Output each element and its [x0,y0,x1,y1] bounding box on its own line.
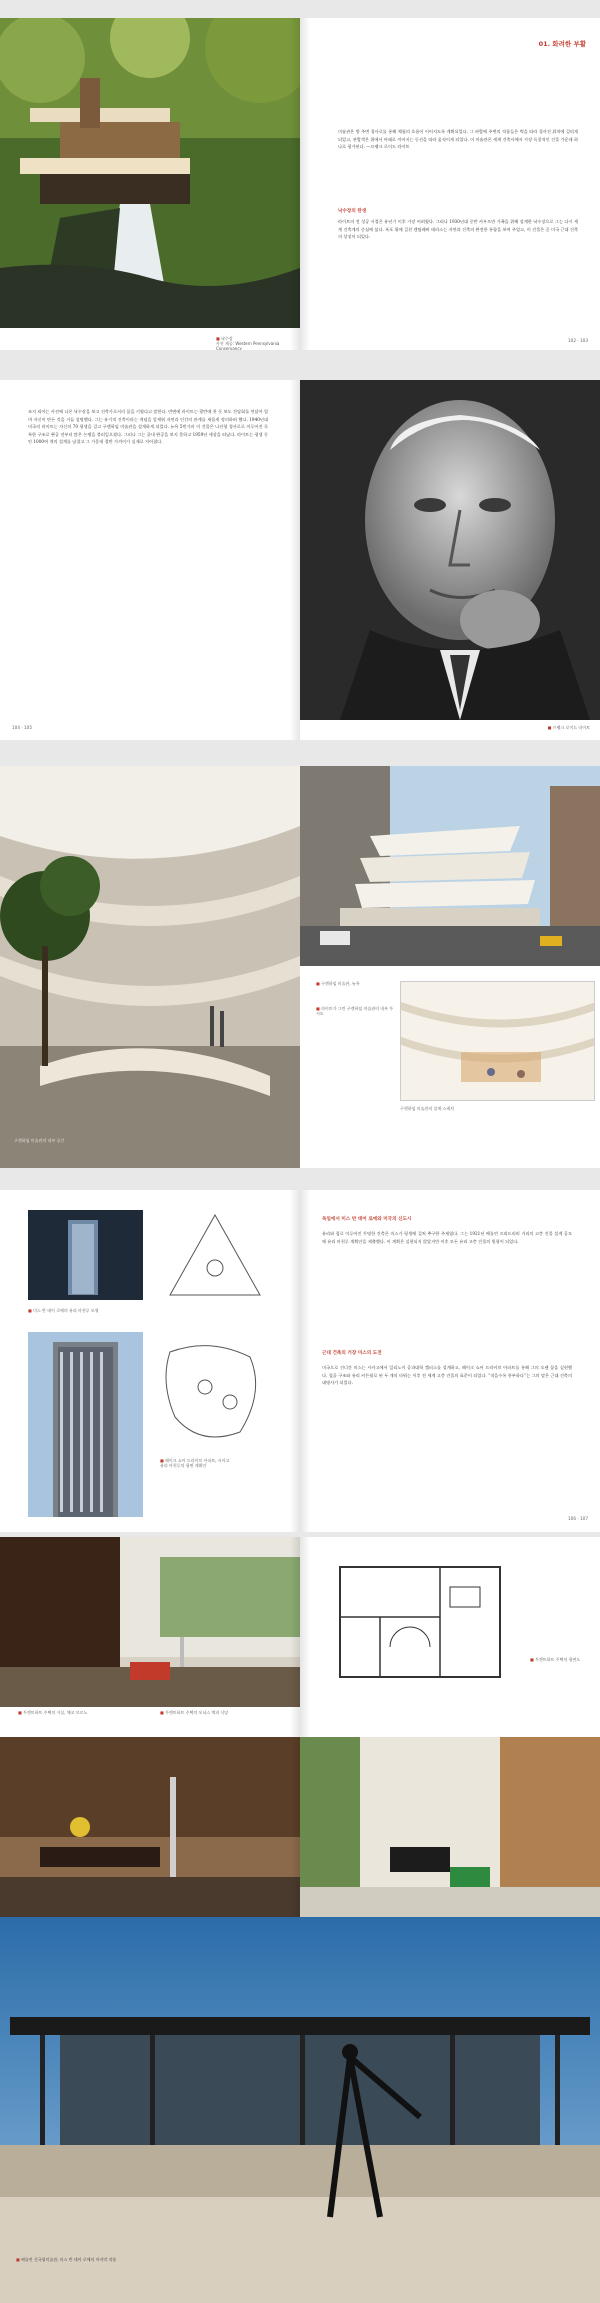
tugendhat-plan [320,1547,520,1697]
exterior-caption: ■ 구겐하임 미술관, 뉴욕 [316,981,360,986]
gallery-caption: ■ 베를린 신국립미술관, 미스 반 데어 로에의 마지막 작품 [16,2257,117,2262]
right-page [300,380,600,740]
plan-caption: ■ 투겐트하트 주택의 평면도 [530,1657,581,1662]
body-paragraph: 라이트의 전 성공 시절은 유년기 이후 가장 어려웠다. 그러나 1930년대 중반 카우프만 가족을 위해 설계한 낙수장으로 그는 다시 세계 건축계의 중심에 섰다. 폭포 위에 걸친 캔틸레버 테라스는 자연과 건축의 완전한 통합을 보여 주었고, 이 건물은 곧 미국 근대 건축의 상징이 되었다. [338,219,578,240]
body-paragraph: 미술관은 방 주변 경사로를 통해 체험의 흐름이 이어지도록 계획되었다. 그 바람에 주변의 작품들은 벽을 따라 경사진 위치에 걸리게 되었고, 관람객은 위에서 아래로 이어지는 동선을 따라 움직이게 되었다. 이 미술관은 세계 건축사에서 가장 독창적인 건물 가운데 하나로 평가된다. —프랭크 로이드 라이트 [338,129,578,150]
tugendhat-caption-mid: ■ 투겐트하트 주택의 오닉스 벽과 식당 [160,1710,229,1715]
caption-title: 낙수장 [221,336,233,341]
body-paragraph: 조지 리아는 사진에 나온 낙수장을 보고 건축가로서의 꿈을 키웠다고 말한다. 반면에 라이트는 광란에 찬 듯 보도 간담회를 연달아 열며 자신이 만든 것을 거듭 설명했다. 그는 유기적 건축이라는 개념을 앞세워 자연과 인간의 관계를 새롭게 정의하려 했다. 1940년대 미국의 라이트는 자신의 70 평생을 걸고 구겐하임 미술관을 설계하게 되었다. 뉴욕 5번가의 이 건물은 나선형 경사로로 이루어진 독특한 구조로 완공 전부터 많은 논쟁을 불러일으켰다. 그러나 그는 끝내 완공을 보지 못하고 1959년 세상을 떠났다. 라이트는 평생 동안 1000여 개의 설계를 남겼고 그 가운데 절반 가까이가 실제로 지어졌다. [28,409,268,445]
section-subhead: 근대 건축의 거장 미스의 도전 [322,1351,382,1356]
tugendhat-interior-1 [0,1537,300,1707]
caption-title: 구겐하임 미술관의 설계 스케치 [400,1106,455,1111]
tugendhat-interior-3 [300,1737,600,1917]
page-number: 106 · 107 [568,1516,588,1521]
tower-caption: ■ 레이크 쇼어 드라이브 아파트, 시카고 유리 마천루의 평면 계획안 [160,1458,230,1468]
gallery-photo [0,1917,600,2303]
left-page [0,766,300,1168]
chapter-label: 01. 화려한 부활 [538,40,586,48]
glass-plan-sketch [160,1210,270,1305]
caption-plan: 유리 마천루의 평면 계획안 [160,1463,207,1468]
caption-title: 레이크 쇼어 드라이브 아파트, 시카고 [165,1458,230,1463]
spread-mies-tower [0,1190,600,1532]
caption-title: 투겐트하트 주택의 오닉스 벽과 식당 [165,1710,229,1715]
right-page [300,1537,600,1917]
right-page [300,18,600,350]
tugendhat-caption-left: ■ 투겐트하트 주택의 거실, 체코 브르노 [18,1710,88,1715]
sketch-caption: ■ 라이트가 그린 구겐하임 미술관의 내부 투시도 [316,1006,394,1016]
left-page [0,380,300,740]
left-page [0,18,300,350]
spread-guggenheim [0,766,600,1168]
body-paragraph: 유리와 철로 이루어진 투명한 건축은 미스가 평생에 걸쳐 추구한 주제였다. 그는 1921년 베를린 프리드리히 거리의 고층 건물 설계 공모에 유리 마천루 계획안을 제출했다. 이 계획은 실현되지 않았지만 이후 모든 유리 고층 건물의 원형이 되었다. [322,1231,572,1244]
caption-title: 구겐하임 미술관의 내부 공간 [14,1138,65,1143]
guggenheim-sketch [400,981,595,1101]
caption-title: 프랭크 로이드 라이트 [552,725,590,730]
interior-caption [14,1138,134,1143]
caption-title: 투겐트하트 주택의 평면도 [535,1657,581,1662]
tower-photo [28,1332,143,1517]
page-number: 104 · 105 [12,725,32,730]
spread-tugendhat [0,1537,600,1917]
guggenheim-exterior-photo [300,766,600,966]
left-page [0,1537,300,1917]
caption-title: 미스 반 데어 로에의 유리 마천루 모형 [33,1308,99,1313]
fallingwater-photo [0,18,300,328]
fallingwater-caption: ■ 낙수장 사진 제공: Western Pennsylvania Conservancy [216,336,280,350]
caption-title: 투겐트하트 주택의 거실, 체코 브르노 [23,1710,88,1715]
model-caption: ■ 미스 반 데어 로에의 유리 마천루 모형 [28,1308,99,1313]
right-page [300,766,600,1168]
plan-sketch-2 [160,1332,270,1452]
caption-title: 라이트가 그린 구겐하임 미술관의 내부 투시도 [316,1006,394,1016]
sketch-caption-2 [400,1106,595,1111]
page-number: 102 · 103 [568,338,588,343]
right-page [300,1190,600,1532]
portrait-photo [300,380,600,720]
spread-fallingwater [0,18,600,350]
portrait-caption: ■ 프랭크 로이드 라이트 [547,725,590,730]
caption-title: 베를린 신국립미술관, 미스 반 데어 로에의 마지막 작품 [21,2257,117,2262]
left-page [0,1190,300,1532]
spread-portrait [0,380,600,740]
caption-title: 구겐하임 미술관, 뉴욕 [321,981,360,986]
caption-credit: 사진 제공: Western Pennsylvania Conservancy [216,341,280,350]
guggenheim-interior-photo [0,766,300,1168]
glass-model-photo [28,1210,143,1300]
section-subhead: 독일에서 미스 반 데어 로에와 미국의 신도시 [322,1217,412,1222]
body-paragraph: 미국으로 건너간 미스는 시카고에서 일리노이 공과대학 캠퍼스를 설계하고, 레이크 쇼어 드라이브 아파트를 통해 그의 오랜 꿈을 실현했다. 철골 구조와 유리 커튼월로 된 두 개의 타워는 이후 전 세계 고층 건물의 표준이 되었다. “적을수록 풍부하다”는 그의 말은 근대 건축의 대명사가 되었다. [322,1365,572,1386]
section-subhead: 낙수장의 탄생 [338,209,367,214]
tugendhat-interior-2 [0,1737,300,1917]
spread-gallery [0,1917,600,2303]
